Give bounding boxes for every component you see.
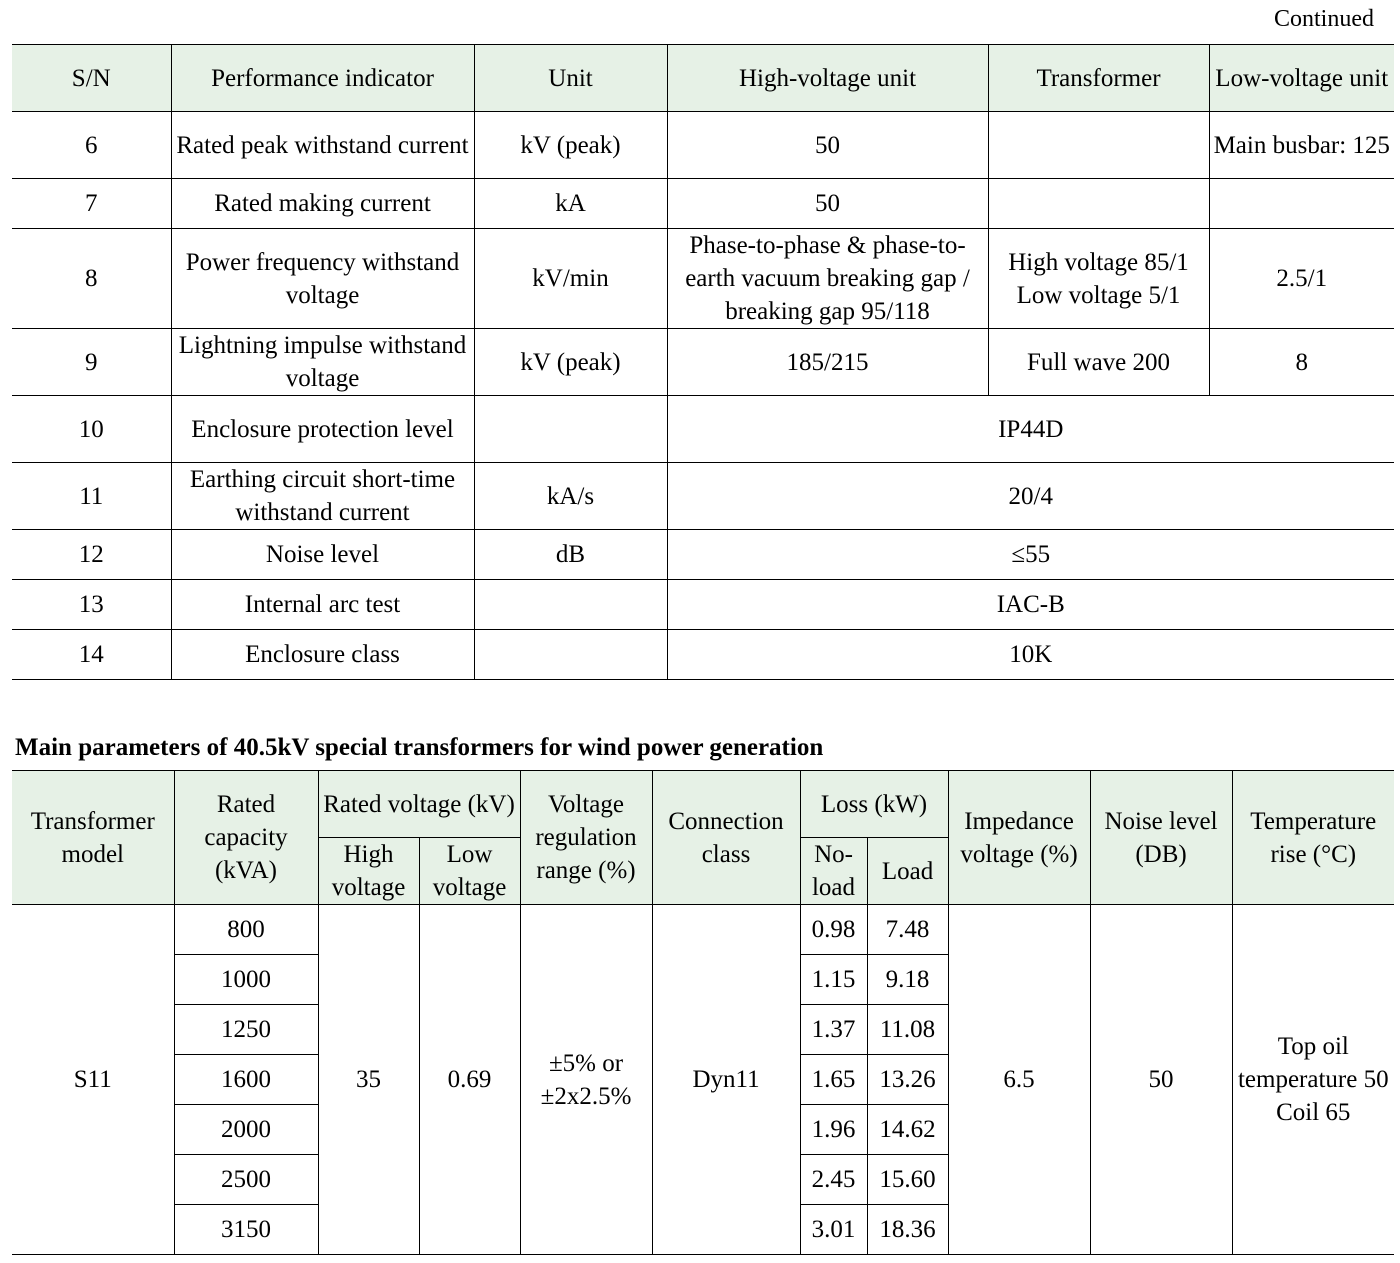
cell-indicator: Rated making current [171, 179, 474, 229]
cell-indicator: Noise level [171, 530, 474, 580]
cell-unit [474, 630, 667, 680]
cell-no-load: 1.15 [800, 955, 867, 1005]
cell-capacity: 1000 [174, 955, 318, 1005]
cell-capacity: 3150 [174, 1205, 318, 1255]
cell-merged: 20/4 [667, 463, 1394, 530]
header-regulation: Voltage regulation range (%) [520, 771, 652, 905]
cell-temp-rise [1232, 905, 1394, 1255]
cell-indicator: Rated peak withstand current [171, 112, 474, 179]
header-loss: Loss (kW) [800, 771, 948, 838]
cell-merged: 10K [667, 630, 1394, 680]
cell-sn: 11 [12, 463, 171, 530]
cell-hv: 50 [667, 112, 988, 179]
transformer-table-title: Main parameters of 40.5kV special transformers for wind power generation [15, 734, 824, 761]
cell-indicator: Enclosure protection level [171, 396, 474, 463]
table-row [12, 229, 1394, 329]
header-sn: S/N [12, 45, 171, 112]
cell-indicator: Internal arc test [171, 580, 474, 630]
cell-unit: kV (peak) [474, 329, 667, 396]
cell-lv [1209, 179, 1394, 229]
temp-rise-line2: Coil 65 [1276, 1099, 1351, 1126]
temp-rise-line1: Top oil temperature 50 [1237, 1033, 1389, 1093]
cell-indicator: Lightning impulse withstand voltage [171, 329, 474, 396]
cell-connection: Dyn11 [652, 905, 800, 1255]
cell-load: 7.48 [867, 905, 948, 955]
cell-load: 15.60 [867, 1155, 948, 1205]
cell-sn: 7 [12, 179, 171, 229]
cell-low-voltage: 0.69 [419, 905, 520, 1255]
cell-sn: 6 [12, 112, 171, 179]
cell-no-load: 0.98 [800, 905, 867, 955]
cell-capacity: 1600 [174, 1055, 318, 1105]
table-row [12, 580, 1394, 630]
header-model: Transformer model [12, 771, 174, 905]
header-capacity: Rated capacity (kVA) [174, 771, 318, 905]
header-hv-unit: High-voltage unit [667, 45, 988, 112]
cell-load: 9.18 [867, 955, 948, 1005]
cell-unit: kV (peak) [474, 112, 667, 179]
header-lv-unit: Low-voltage unit [1209, 45, 1394, 112]
cell-tr [988, 179, 1209, 229]
cell-unit: kA [474, 179, 667, 229]
cell-unit: kA/s [474, 463, 667, 530]
performance-table [12, 44, 1394, 680]
cell-tr: Full wave 200 [988, 329, 1209, 396]
cell-capacity: 2000 [174, 1105, 318, 1155]
cell-sn: 8 [12, 229, 171, 329]
cell-no-load: 1.96 [800, 1105, 867, 1155]
cell-merged: IAC-B [667, 580, 1394, 630]
table-row [12, 463, 1394, 530]
cell-unit: dB [474, 530, 667, 580]
cell-capacity: 1250 [174, 1005, 318, 1055]
header-impedance: Impedance voltage (%) [948, 771, 1090, 905]
cell-lv: 8 [1209, 329, 1394, 396]
cell-no-load: 1.37 [800, 1005, 867, 1055]
cell-unit: kV/min [474, 229, 667, 329]
header-no-load: No-load [800, 838, 867, 905]
cell-capacity: 2500 [174, 1155, 318, 1205]
header-indicator: Performance indicator [171, 45, 474, 112]
cell-lv: 2.5/1 [1209, 229, 1394, 329]
cell-regulation: ±5% or ±2x2.5% [520, 905, 652, 1255]
cell-indicator: Enclosure class [171, 630, 474, 680]
cell-sn: 13 [12, 580, 171, 630]
continued-label: Continued [1274, 6, 1374, 32]
cell-load: 14.62 [867, 1105, 948, 1155]
table-row [12, 112, 1394, 179]
cell-sn: 12 [12, 530, 171, 580]
cell-tr [988, 112, 1209, 179]
header-low-voltage: Low voltage [419, 838, 520, 905]
cell-merged: IP44D [667, 396, 1394, 463]
cell-no-load: 2.45 [800, 1155, 867, 1205]
cell-tr: High voltage 85/1 Low voltage 5/1 [988, 229, 1209, 329]
table-row [12, 179, 1394, 229]
table-row [12, 630, 1394, 680]
cell-hv: Phase-to-phase & phase-to-earth vacuum breaking gap / breaking gap 95/118 [667, 229, 988, 329]
table-header-row [12, 45, 1394, 112]
cell-unit [474, 580, 667, 630]
header-connection: Connection class [652, 771, 800, 905]
header-rated-voltage: Rated voltage (kV) [318, 771, 520, 838]
cell-lv: Main busbar: 125 [1209, 112, 1394, 179]
cell-model: S11 [12, 905, 174, 1255]
cell-load: 13.26 [867, 1055, 948, 1105]
cell-capacity: 800 [174, 905, 318, 955]
header-noise: Noise level (DB) [1090, 771, 1232, 905]
cell-no-load: 3.01 [800, 1205, 867, 1255]
cell-sn: 14 [12, 630, 171, 680]
table-row [12, 396, 1394, 463]
table-row [12, 329, 1394, 396]
cell-sn: 9 [12, 329, 171, 396]
table-row [12, 905, 1394, 955]
cell-hv: 185/215 [667, 329, 988, 396]
table-header-row [12, 771, 1394, 838]
header-high-voltage: High voltage [318, 838, 419, 905]
cell-load: 11.08 [867, 1005, 948, 1055]
cell-high-voltage: 35 [318, 905, 419, 1255]
header-unit: Unit [474, 45, 667, 112]
cell-indicator: Power frequency withstand voltage [171, 229, 474, 329]
cell-no-load: 1.65 [800, 1055, 867, 1105]
header-load: Load [867, 838, 948, 905]
cell-unit [474, 396, 667, 463]
header-transformer: Transformer [988, 45, 1209, 112]
table-row [12, 530, 1394, 580]
cell-hv: 50 [667, 179, 988, 229]
cell-indicator: Earthing circuit short-time withstand current [171, 463, 474, 530]
transformer-parameters-table [12, 770, 1394, 1255]
cell-noise: 50 [1090, 905, 1232, 1255]
cell-merged: ≤55 [667, 530, 1394, 580]
cell-impedance: 6.5 [948, 905, 1090, 1255]
cell-load: 18.36 [867, 1205, 948, 1255]
cell-sn: 10 [12, 396, 171, 463]
header-temp-rise: Temperature rise (°C) [1232, 771, 1394, 905]
